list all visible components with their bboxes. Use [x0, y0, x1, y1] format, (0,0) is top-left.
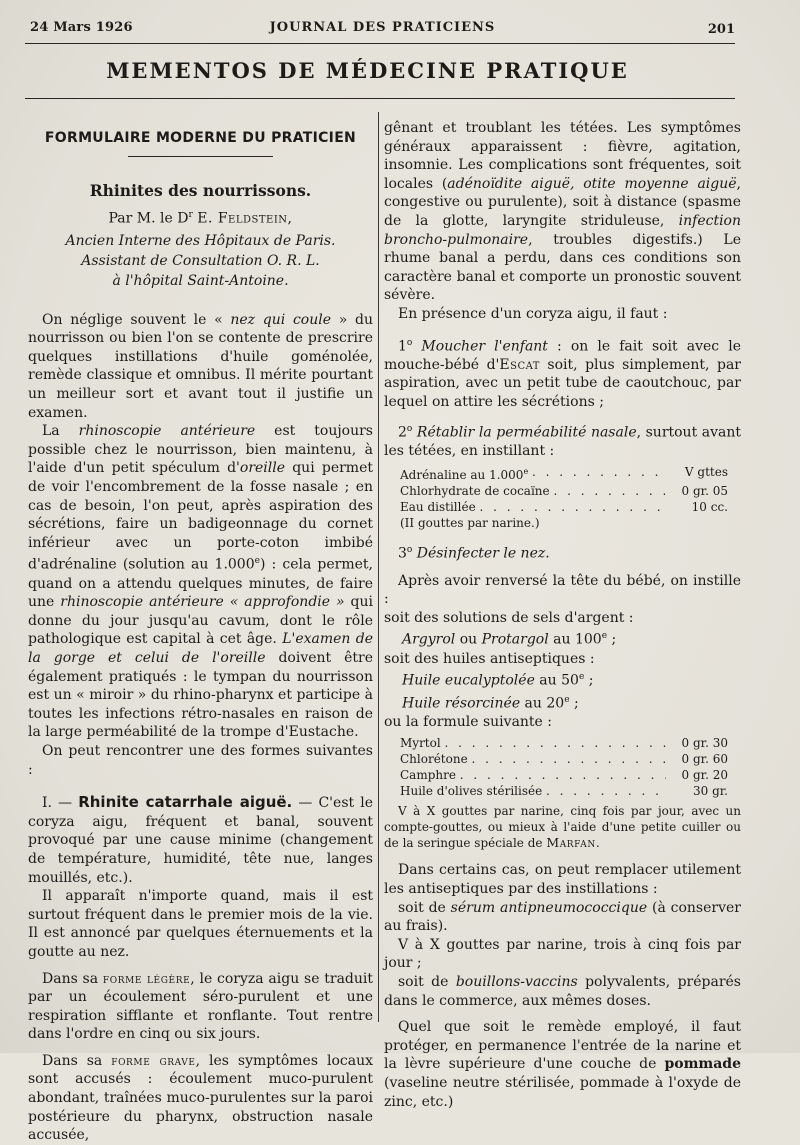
paragraph: En présence d'un coryza aigu, il faut : — [398, 305, 668, 322]
numbered-step: 3$^o$ Désinfecter le nez. — [398, 545, 550, 563]
paragraph: Après avoir renversé la tête du bébé, on instille : — [384, 572, 741, 608]
paragraph: Il apparaît n'importe quand, mais il est surtout fréquent dans le premier mois de la vie. Il est annoncé par quelques éternuements et la goutte au nez. — [28, 888, 373, 960]
article-author: Par M. le $D^r$ E. Feldstein, — [108, 210, 293, 227]
prescription-row: Chlorhydrate de cocaïne . . . 0 gr. 05 — [400, 483, 728, 499]
article-title: Rhinites des nourrissons. — [89, 181, 312, 200]
paragraph: Dans certains cas, on peut remplacer utilement les antiseptiques par des instillations : — [384, 862, 741, 897]
prescription-note: (II gouttes par narine.) — [400, 516, 540, 531]
list-line: Huile résorcinée au 20e ; — [402, 694, 579, 712]
list-line: soit des solutions de sels d'argent : — [384, 609, 634, 626]
affiliation-line: Assistant de Consultation O. R. L. — [81, 252, 320, 269]
page-number: 201 — [707, 22, 735, 37]
prescription-row: Myrtol . . . 0 gr. 30 — [400, 735, 728, 751]
prescription-2 — [400, 735, 728, 799]
prescription-row: Huile d'olives stérilisée . . . 30 gr. — [400, 783, 728, 799]
running-header — [30, 18, 735, 42]
affiliation-line: Ancien Interne des Hôpitaux de Paris. — [65, 232, 336, 249]
prescription-row: Adrénaline au 1.000e . . . V gttes — [400, 464, 728, 483]
paragraph: On peut rencontrer une des formes suivantes : — [28, 742, 373, 778]
section-title: MEMENTOS DE MÉDECINE PRATIQUE — [106, 58, 629, 83]
left-column — [28, 128, 373, 1145]
paragraph: V à X gouttes par narine, trois à cinq fois par jour ; — [384, 936, 741, 972]
dosage-note: V à X gouttes par narine, cinq fois par jour, avec un compte-gouttes, ou mieux à l'aide d'une petite cuiller ou de la seringue spéciale de Marfan. — [384, 804, 741, 851]
paragraph: I. — Rhinite catarrhale aiguë. — C'est le coryza aigu, fréquent et banal, souvent provoqué par une cause minime (changement de température, humidité, tête nue, langes mouillés, etc.). — [28, 793, 373, 886]
author-affiliations — [28, 231, 373, 291]
journal-title: JOURNAL DES PRATICIENS — [269, 20, 496, 35]
list-line: ou la formule suivante : — [384, 713, 553, 730]
header-rule — [25, 43, 735, 44]
prescription-row: Chlorétone . . . 0 gr. 60 — [400, 751, 728, 767]
list-line: Argyrol ou Protargol au 100e ; — [402, 631, 617, 649]
numbered-step: 1$^o$ Moucher l'enfant : on le fait soit avec le mouche-bébé d'Escat soit, plus simplement, par aspiration, avec un petit tube de caoutchouc, par lequel on attire les sécrétions ; — [384, 337, 741, 410]
numbered-step: 2$^o$ Rétablir la perméabilité nasale, surtout avant les tétées, en instillant : — [384, 423, 742, 459]
list-line: Huile eucalyptolée au 50e ; — [402, 672, 594, 689]
paragraph: Dans sa forme grave, les symptômes locaux sont accusés : écoulement muco-purulent abondant, traînées muco-purulentes sur la paroi postérieure du pharynx, obstruction nasale accusée, — [28, 1052, 373, 1144]
right-column — [384, 119, 741, 1111]
rubric-rule — [128, 156, 273, 157]
prescription-1 — [400, 464, 728, 531]
paragraph: Quel que soit le remède employé, il faut protéger, en permanence l'entrée de la narine et la lèvre supérieure d'une couche de pommade (vaseline neutre stérilisée, pommade à l'oxyde de zinc, etc.) — [384, 1019, 741, 1110]
prescription-row: Camphre . . . 0 gr. 20 — [400, 767, 728, 783]
paragraph: On néglige souvent le « nez qui coule » du nourrisson ou bien l'on se contente de prescrire quelques instillations d'huile goménolée, remède classique et omnibus. Il mérite pourtant un meilleur sort et avant tout il justifie un examen. — [28, 311, 373, 421]
column-divider — [378, 112, 379, 1022]
subsection-title: Rhinite catarrhale aiguë. — [78, 793, 293, 812]
issue-date: 24 Mars 1926 — [30, 20, 133, 35]
paragraph: soit de bouillons-vaccins polyvalents, préparés dans le commerce, aux mêmes doses. — [384, 973, 741, 1009]
rubric-title: FORMULAIRE MODERNE DU PRATICIEN — [44, 130, 357, 146]
list-line: soit des huiles antiseptiques : — [384, 650, 595, 667]
paragraph: Dans sa forme légère, le coryza aigu se traduit par un écoulement séro-purulent et une respiration sifflante et ronflante. Tout rentre dans l'ordre en cinq ou six jours. — [28, 970, 374, 1043]
paragraph: gênant et troublant les tétées. Les symptômes généraux apparaissent : fièvre, agitation, insomnie. Les complications sont fréquentes, soit locales (adénoïdite aiguë, otite moyenne aiguë, congestive ou purulente), soit à distance (spasme de la glotte, laryngite striduleuse, infection broncho-pulmonaire, troubles digestifs.) Le rhume banal a perdu, dans ces conditions son caractère banal et comporte un pronostic souvent sévère. — [384, 120, 741, 304]
paragraph: soit de sérum antipneumococcique (à conserver au frais). — [384, 899, 741, 935]
prescription-row: Eau distillée . . . 10 cc. — [400, 499, 728, 515]
section-rule — [25, 98, 735, 99]
affiliation-line: à l'hôpital Saint-Antoine. — [112, 272, 289, 289]
paragraph: La rhinoscopie antérieure est toujours possible chez le nourrisson, bien maintenu, à l'aide d'un petit spéculum d'oreille qui permet de voir l'encombrement de la fosse nasale ; en cas de besoin, l'on peut, après aspiration des sécrétions, faire un badigeonnage du cornet inférieur avec un porte-coton imbibé d'adrénaline (solution au 1.000e) : cela permet, quand on a attendu quelques minutes, de faire une rhinoscopie antérieure « approfondie » qui donne du jour jusqu'au cavum, dont le rôle pathologique est capital à cet âge. L'examen de la gorge et celui de l'oreille doivent être également pratiqués : le tympan du nourrisson est un « miroir » du rhino-pharynx et participe à toutes les infections rétro-nasales en raison de la large perméabilité de la trompe d'Eustache. — [28, 423, 373, 741]
